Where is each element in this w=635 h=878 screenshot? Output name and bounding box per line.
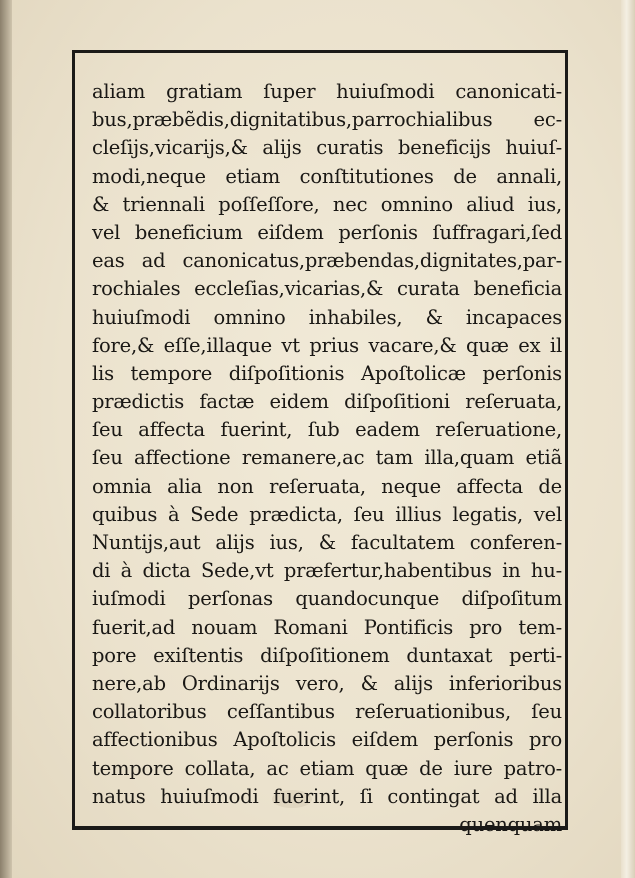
text-line: Nuntijs,aut alijs ius, & facultatem conferen- [92,531,562,554]
text-line: fore,& eſſe,illaque vt prius vacare,& quæ ex il [92,333,562,357]
text-line: collatoribus ceſſantibus reſeruationibus, ſeu [92,700,562,724]
text-line: tempore collata, ac etiam quæ de iure patro- [92,756,562,780]
text-line: pore exiſtentis diſpoſitionem duntaxat perti- [92,643,562,667]
text-line: nere,ab Ordinarijs vero, & alijs inferioribus [92,671,562,695]
text-line: quibus à Sede prædicta, ſeu illius legatis, vel [92,502,562,526]
next-page-edge [621,0,635,878]
text-line: ſeu affecta fuerint, ſub eadem reſeruatione, [92,418,562,442]
text-line: iuſmodi perſonas quandocunque diſpoſitum [92,587,562,611]
text-line: aliam gratiam ſuper huiuſmodi canonicati- [92,80,562,103]
text-line: huiuſmodi omnino inhabiles, & incapaces [92,305,562,329]
text-line: prædictis factæ eidem diſpoſitioni reſeruata, [92,390,562,414]
text-line: rochiales eccleſias,vicarias,& curata beneficia [92,277,562,301]
text-line: vel beneficium eiſdem perſonis ſuffragari,ſed [92,220,562,244]
book-gutter-edge [0,0,12,878]
text-line: affectionibus Apoſtolicis eiſdem perſonis pro [92,728,562,752]
text-line: fuerit,ad nouam Romani Pontificis pro tem- [92,615,562,639]
text-line: cleſijs,vicarijs,& alijs curatis beneficijs huiuſ- [92,136,562,160]
catchword: quenquam [459,812,562,836]
text-line: lis tempore diſpoſitionis Apoſtolicæ perſonis [92,361,562,385]
text-line: & triennali poſſeſſore, nec omnino aliud ius, [92,192,562,216]
page-text-block [92,78,562,839]
text-line: natus huiuſmodi fuerint, ſi contingat ad illa [92,784,562,808]
text-line: eas ad canonicatus,præbendas,dignitates,par- [92,249,562,273]
text-line: modi,neque etiam conſtitutiones de annali, [92,164,562,188]
text-line: omnia alia non reſeruata, neque affecta de [92,474,562,498]
text-line: ſeu affectione remanere,ac tam illa,quam etiã [92,446,562,470]
text-line: di à dicta Sede,vt præfertur,habentibus in hu- [92,559,562,583]
text-line: bus,præbẽdis,dignitatibus,parrochialibus ec- [92,108,562,132]
